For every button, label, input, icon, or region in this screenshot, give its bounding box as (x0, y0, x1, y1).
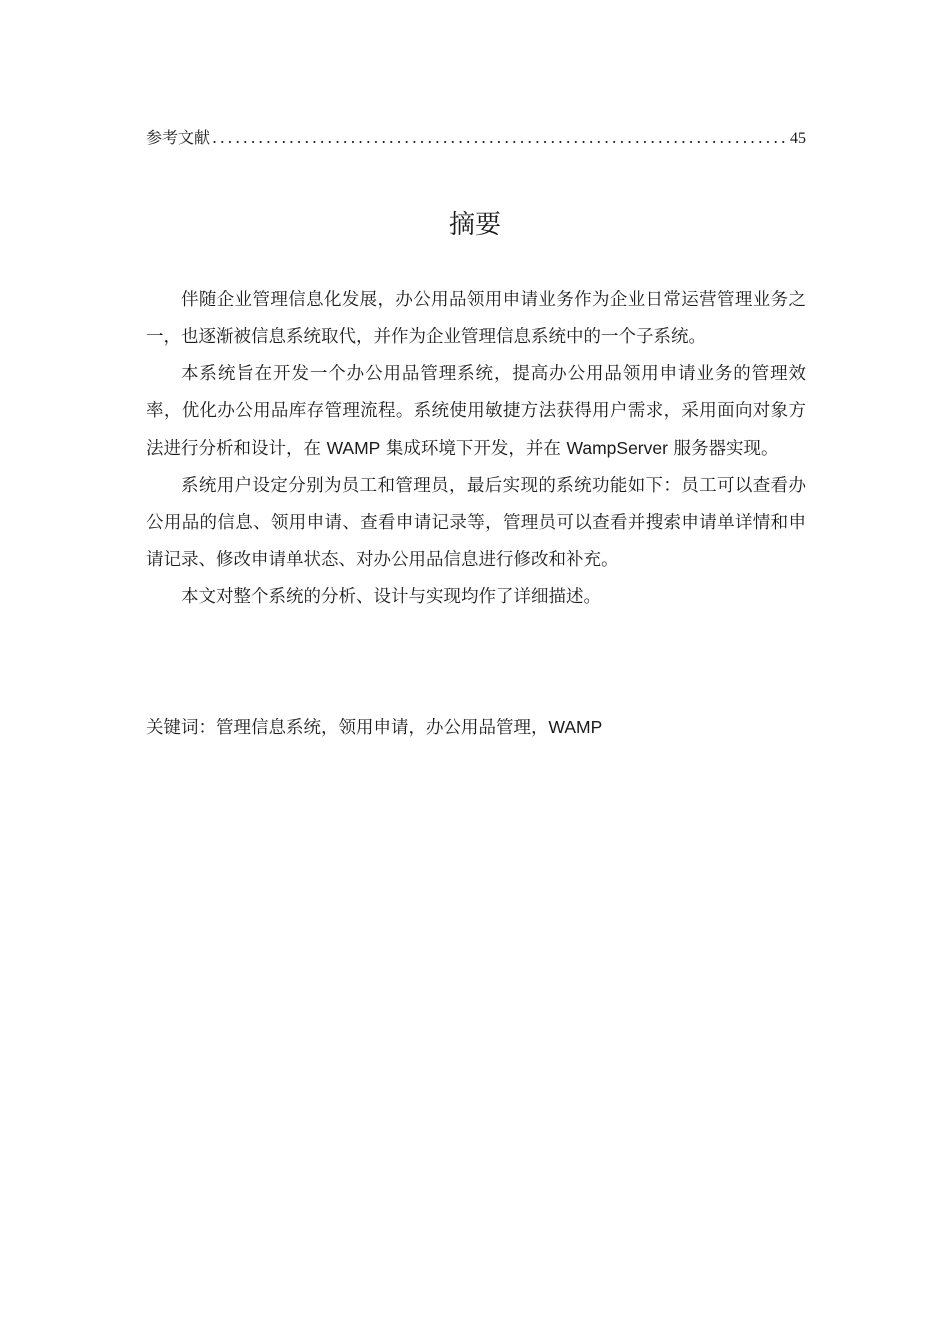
abstract-paragraph-2 (146, 356, 806, 468)
abstract-paragraph-4: 本文对整个系统的分析、设计与实现均作了详细描述。 (181, 587, 601, 607)
keywords-line (146, 709, 806, 747)
paragraph-2-text-c: 服务器实现。 (667, 439, 779, 459)
toc-entry-references[interactable] (146, 126, 806, 150)
paragraph-2-text-b: 集成环境下开发，并在 (380, 439, 567, 459)
keyword-wamp: WAMP (548, 717, 603, 737)
toc-entry-label: 参考文献 (146, 128, 211, 147)
keywords-text: 管理信息系统，领用申请，办公用品管理， (216, 718, 549, 738)
abstract-heading: 摘要 (448, 210, 501, 240)
term-wamp: WAMP (326, 438, 381, 458)
abstract-paragraph-3: 系统用户设定分别为员工和管理员，最后实现的系统功能如下：员工可以查看办公用品的信息、领用申请、查看申请记录等，管理员可以查看并搜索申请单详情和申请记录、修改申请单状态、对办公用品信息进行修改和补充。 (146, 476, 806, 570)
paragraph-2-text-a: 本系统旨在开发一个办公用品管理系统，提高办公用品领用申请业务的管理效率，优化办公用品库存管理流程。系统使用敏捷方法获得用户需求，采用面向对象方法进行分析和设计，在 (146, 364, 806, 459)
abstract-body (146, 282, 806, 616)
keywords-label: 关键词： (146, 718, 216, 738)
toc-dot-leader (212, 126, 788, 150)
abstract-paragraph-1: 伴随企业管理信息化发展，办公用品领用申请业务作为企业日常运营管理业务之一，也逐渐被信息系统取代，并作为企业管理信息系统中的一个子系统。 (146, 290, 806, 347)
term-wampserver: WampServer (566, 438, 668, 458)
toc-entry-page-number: 45 (790, 130, 806, 147)
